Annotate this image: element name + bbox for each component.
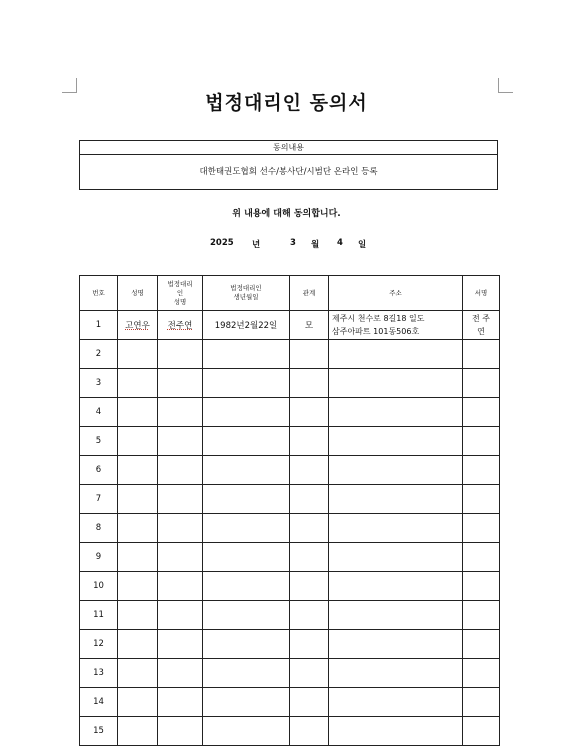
table-row [80,630,500,659]
row-guardian-birthdate[interactable] [203,688,290,717]
row-guardian-birthdate[interactable] [203,340,290,369]
row-signature-line: 전 주 [472,314,490,323]
row-name[interactable] [118,572,158,601]
date-day: 4 [337,238,343,248]
row-address[interactable] [329,311,463,340]
row-number[interactable] [80,427,118,456]
table-row [80,427,500,456]
row-number-text: 3 [95,378,102,388]
table-row [80,572,500,601]
row-guardian-name[interactable] [158,456,203,485]
row-name[interactable] [118,514,158,543]
row-number-text: 7 [95,494,102,504]
header-relation: 관계 [290,276,329,311]
row-guardian-name[interactable] [158,630,203,659]
row-name-text: 고연우 [125,321,150,331]
row-signature[interactable] [463,601,500,630]
document-title: 법정대리인 동의서 [205,92,368,114]
table-row [80,659,500,688]
row-number[interactable] [80,717,118,746]
row-relation[interactable] [290,398,329,427]
row-address[interactable] [329,398,463,427]
row-relation[interactable] [290,514,329,543]
row-number[interactable] [80,601,118,630]
row-signature[interactable] [463,456,500,485]
row-guardian-birthdate[interactable] [203,456,290,485]
header-address: 주소 [329,276,463,311]
header-line: 성명 [173,297,187,306]
row-address[interactable] [329,543,463,572]
row-guardian-name[interactable] [158,311,203,340]
row-guardian-name[interactable] [158,601,203,630]
row-guardian-birthdate[interactable] [203,717,290,746]
header-signature: 서명 [463,276,500,311]
row-guardian-name[interactable] [158,398,203,427]
row-number[interactable] [80,369,118,398]
row-number[interactable] [80,340,118,369]
row-number-text: 1 [95,320,102,330]
row-guardian-birthdate[interactable] [203,630,290,659]
row-guardian-name[interactable] [158,572,203,601]
row-guardian-birthdate[interactable] [203,514,290,543]
row-guardian-name[interactable] [158,659,203,688]
row-number-text: 12 [93,639,104,649]
row-relation-text: 모 [304,321,314,331]
consent-box [79,140,498,190]
row-name[interactable] [118,485,158,514]
row-number-text: 8 [95,523,102,533]
row-signature[interactable] [463,514,500,543]
row-signature[interactable] [463,398,500,427]
row-address[interactable] [329,485,463,514]
table-row [80,543,500,572]
row-name[interactable] [118,659,158,688]
header-line: 법정대리인 [230,284,262,292]
row-number[interactable] [80,572,118,601]
row-address[interactable] [329,514,463,543]
header-guardian-birthdate [203,276,290,311]
row-address[interactable] [329,717,463,746]
row-guardian-birthdate[interactable] [203,369,290,398]
row-signature[interactable] [463,572,500,601]
header-line: 생년월일 [233,293,259,301]
row-number[interactable] [80,659,118,688]
row-guardian-birthdate[interactable] [203,572,290,601]
row-relation[interactable] [290,601,329,630]
row-guardian-name[interactable] [158,369,203,398]
header-guardian-name [158,276,203,311]
table-row [80,485,500,514]
date-year: 2025 [210,238,234,248]
row-relation[interactable] [290,543,329,572]
row-relation[interactable] [290,369,329,398]
date-month: 3 [290,238,296,248]
row-address-line: 제주시 천수로 8길18 일도 [332,314,425,323]
row-number-text: 14 [93,697,104,707]
row-guardian-birthdate[interactable] [203,601,290,630]
row-number-text: 13 [93,668,104,678]
row-guardian-name[interactable] [158,543,203,572]
row-name[interactable] [118,398,158,427]
row-number-text: 4 [95,407,102,417]
row-signature-line: 연 [477,327,485,336]
row-signature[interactable] [463,485,500,514]
table-row [80,369,500,398]
row-relation[interactable] [290,311,329,340]
row-name[interactable] [118,717,158,746]
row-relation[interactable] [290,456,329,485]
row-number-text: 5 [95,436,102,446]
row-address[interactable] [329,659,463,688]
row-relation[interactable] [290,427,329,456]
row-address[interactable] [329,630,463,659]
row-address[interactable] [329,427,463,456]
row-address[interactable] [329,456,463,485]
table-row [80,688,500,717]
row-address[interactable] [329,688,463,717]
row-guardian-birthdate[interactable] [203,311,290,340]
table-row [80,340,500,369]
row-number-text: 10 [93,581,104,591]
row-relation[interactable] [290,485,329,514]
row-name[interactable] [118,311,158,340]
row-signature[interactable] [463,688,500,717]
row-number-text: 15 [93,726,104,736]
row-number[interactable] [80,630,118,659]
row-name[interactable] [118,688,158,717]
guardian-consent-table [79,275,500,746]
row-number[interactable] [80,398,118,427]
row-relation[interactable] [290,659,329,688]
row-guardian-birthdate[interactable] [203,659,290,688]
row-signature[interactable] [463,659,500,688]
row-name[interactable] [118,630,158,659]
row-guardian-birthdate[interactable] [203,427,290,456]
row-name[interactable] [118,427,158,456]
row-signature[interactable] [463,311,500,340]
table-row [80,398,500,427]
row-name[interactable] [118,340,158,369]
table-header-row [80,276,500,311]
row-name[interactable] [118,456,158,485]
row-signature[interactable] [463,717,500,746]
header-line: 법정대리 [167,279,193,288]
row-signature[interactable] [463,630,500,659]
row-guardian-name[interactable] [158,514,203,543]
row-guardian-name[interactable] [158,485,203,514]
row-relation[interactable] [290,340,329,369]
row-name[interactable] [118,369,158,398]
row-guardian-name[interactable] [158,340,203,369]
agreement-statement: 위 내용에 대해 동의합니다. [232,209,341,219]
table-row [80,717,500,746]
row-number-text: 9 [95,552,102,562]
row-signature[interactable] [463,369,500,398]
table-row [80,601,500,630]
row-name[interactable] [118,601,158,630]
row-number[interactable] [80,543,118,572]
row-address[interactable] [329,369,463,398]
row-guardian-birthdate[interactable] [203,485,290,514]
row-number[interactable] [80,514,118,543]
table-row [80,311,500,340]
header-name: 성명 [118,276,158,311]
row-guardian-birthdate-text: 1982년2월22일 [214,321,278,331]
row-relation[interactable] [290,688,329,717]
row-signature[interactable] [463,427,500,456]
row-address[interactable] [329,572,463,601]
row-number[interactable] [80,456,118,485]
consent-header: 동의내용 [80,141,497,155]
header-line: 인 [176,288,184,297]
row-address[interactable] [329,340,463,369]
row-signature[interactable] [463,340,500,369]
row-address[interactable] [329,601,463,630]
row-guardian-name[interactable] [158,717,203,746]
table-row [80,514,500,543]
row-relation[interactable] [290,630,329,659]
row-number[interactable] [80,485,118,514]
row-number-text: 2 [95,349,102,359]
row-relation[interactable] [290,717,329,746]
row-relation[interactable] [290,572,329,601]
consent-body: 대한태권도협회 선수/봉사단/시범단 온라인 등록 [199,167,378,177]
row-address-line: 삼주아파트 101동506호 [332,327,420,336]
date-month-unit: 월 [311,240,320,250]
row-number-text: 11 [93,610,104,620]
row-guardian-birthdate[interactable] [203,398,290,427]
row-name[interactable] [118,543,158,572]
header-number: 번호 [80,276,118,311]
row-number-text: 6 [95,465,102,475]
date-year-unit: 년 [252,240,261,250]
row-guardian-birthdate[interactable] [203,543,290,572]
row-guardian-name[interactable] [158,688,203,717]
row-guardian-name-text: 전주연 [167,321,193,331]
row-number[interactable] [80,688,118,717]
table-row [80,456,500,485]
row-number[interactable] [80,311,118,340]
row-guardian-name[interactable] [158,427,203,456]
row-signature[interactable] [463,543,500,572]
date-day-unit: 일 [358,240,367,250]
